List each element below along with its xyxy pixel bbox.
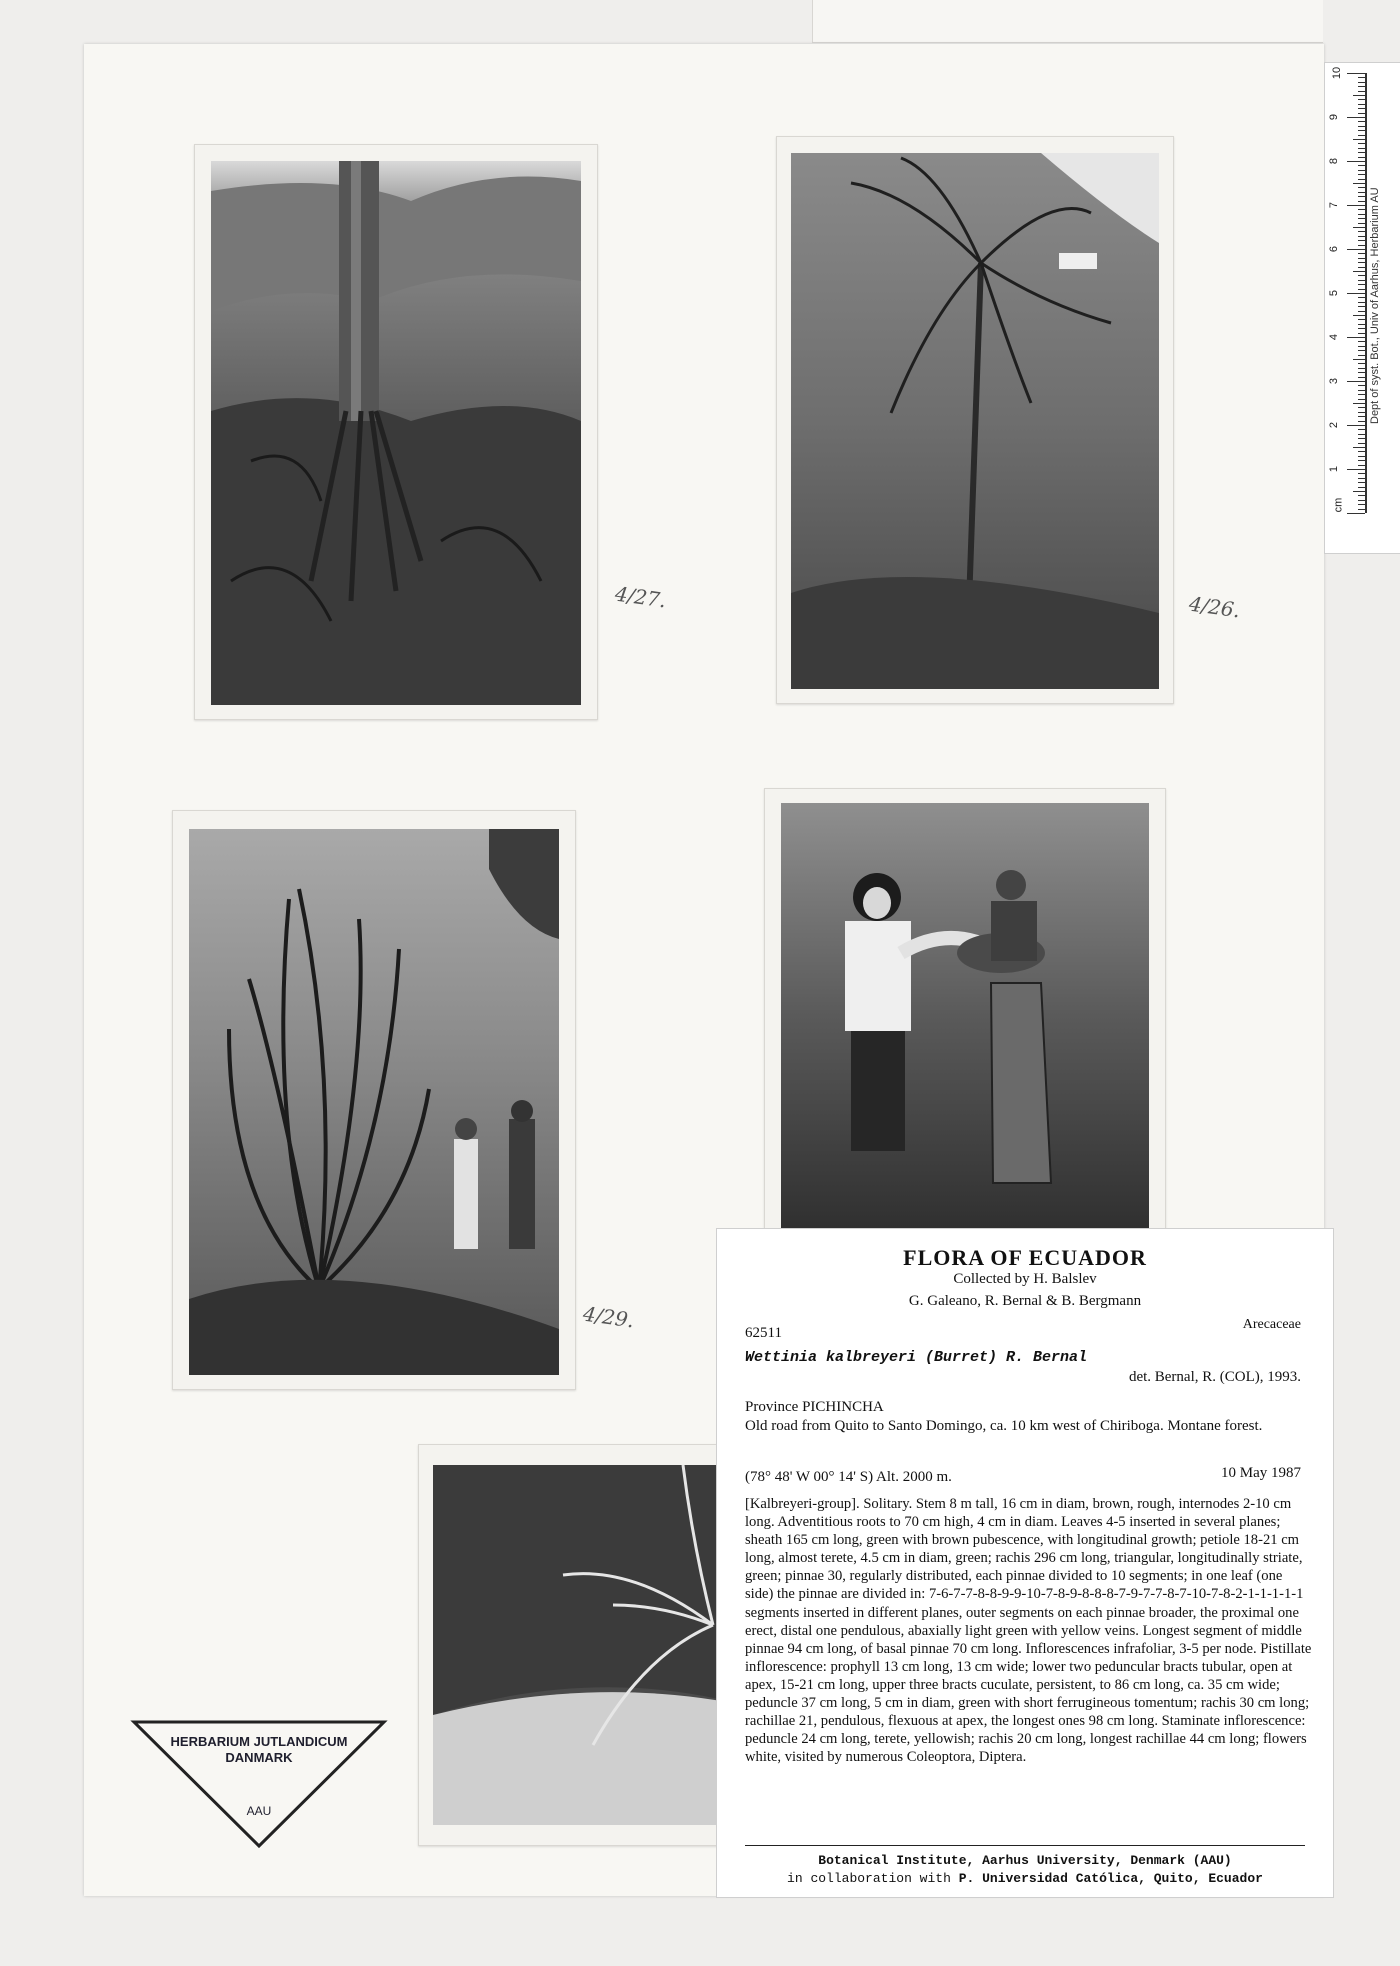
ruler-tick	[1353, 271, 1365, 272]
ruler-tick	[1358, 333, 1365, 334]
label-collectors: G. Galeano, R. Bernal & B. Bergmann	[908, 1293, 1142, 1309]
ruler-tick	[1347, 513, 1365, 514]
ruler-tick	[1358, 434, 1365, 435]
ruler-unit: cm	[1332, 497, 1345, 513]
photo-image	[781, 803, 1149, 1229]
ruler-tick	[1358, 99, 1365, 100]
ruler-tick	[1358, 209, 1365, 210]
label-collected-by: Collected by H. Balslev	[953, 1271, 1097, 1287]
ruler-tick	[1347, 205, 1365, 206]
stamp-line-1: HERBARIUM JUTLANDICUM	[170, 1734, 348, 1749]
ruler-institution-text: Dept of syst. Bot., Univ of Aarhus, Herbarium AU	[1369, 187, 1381, 425]
ruler-tick	[1353, 359, 1365, 360]
ruler-tick	[1358, 113, 1365, 114]
ruler-number: 5	[1328, 289, 1341, 297]
ruler-tick	[1358, 394, 1365, 395]
ruler-tick	[1358, 341, 1365, 342]
ruler-tick	[1358, 192, 1365, 193]
ruler-tick	[1358, 390, 1365, 391]
ruler-tick	[1347, 249, 1365, 250]
label-institute-line-2-prefix: in collaboration with	[787, 1871, 951, 1886]
ruler-tick	[1358, 236, 1365, 237]
stamp-line-3: AAU	[246, 1804, 272, 1818]
specimen-label	[716, 1228, 1334, 1898]
ruler-tick	[1358, 306, 1365, 307]
ruler-tick	[1358, 451, 1365, 452]
photo-young-palm-people	[172, 810, 636, 1390]
ruler-number: 1	[1328, 465, 1341, 473]
ruler-tick	[1358, 355, 1365, 356]
label-institute-line-1: Botanical Institute, Aarhus University, Denmark (AAU)	[818, 1853, 1232, 1868]
ruler-tick	[1358, 302, 1365, 303]
ruler-tick	[1358, 275, 1365, 276]
ruler-tick	[1358, 495, 1365, 496]
ruler-tick	[1358, 473, 1365, 474]
ruler-tick	[1353, 491, 1365, 492]
ruler-tick	[1358, 324, 1365, 325]
ruler-scale	[1328, 66, 1367, 513]
measurement-ruler	[1324, 62, 1400, 554]
ruler-tick	[1353, 183, 1365, 184]
ruler-tick	[1347, 425, 1365, 426]
ruler-tick	[1358, 201, 1365, 202]
label-province: Province PICHINCHA	[745, 1399, 884, 1415]
ruler-tick	[1358, 104, 1365, 105]
photo-image	[433, 1465, 743, 1825]
label-divider	[745, 1845, 1305, 1846]
herbarium-stamp	[130, 1718, 388, 1850]
ruler-tick	[1358, 135, 1365, 136]
ruler-tick	[1353, 95, 1365, 96]
photo-palm-crown	[776, 136, 1242, 704]
ruler-tick	[1358, 429, 1365, 430]
ruler-tick	[1358, 170, 1365, 171]
ruler-tick	[1358, 482, 1365, 483]
ruler-tick	[1347, 337, 1365, 338]
ruler-tick	[1358, 500, 1365, 501]
ruler-tick	[1358, 443, 1365, 444]
ruler-tick	[1358, 478, 1365, 479]
photo-image	[791, 153, 1159, 689]
ruler-tick	[1358, 319, 1365, 320]
ruler-number: 2	[1328, 421, 1341, 429]
photo-annotation: 4/27.	[613, 581, 668, 613]
ruler-tick	[1353, 315, 1365, 316]
ruler-number: 6	[1328, 245, 1341, 253]
ruler-tick	[1358, 231, 1365, 232]
ruler-tick	[1358, 267, 1365, 268]
ruler-tick	[1358, 262, 1365, 263]
ruler-tick	[1347, 293, 1365, 294]
ruler-tick	[1358, 399, 1365, 400]
ruler-tick	[1347, 117, 1365, 118]
ruler-tick	[1353, 139, 1365, 140]
ruler-tick	[1358, 368, 1365, 369]
ruler-number: 7	[1328, 201, 1341, 209]
ruler-tick	[1353, 227, 1365, 228]
label-collection-number: 62511	[745, 1325, 782, 1341]
label-locality: Old road from Quito to Santo Domingo, ca. 10 km west of Chiriboga. Montane forest.	[745, 1418, 1263, 1434]
ruler-tick	[1358, 456, 1365, 457]
stamp-line-2: DANMARK	[225, 1750, 293, 1765]
label-species: Wettinia kalbreyeri (Burret) R. Bernal	[745, 1349, 1088, 1366]
ruler-tick	[1358, 174, 1365, 175]
ruler-tick	[1358, 412, 1365, 413]
ruler-tick	[1358, 187, 1365, 188]
ruler-tick	[1358, 416, 1365, 417]
photo-image-graphic	[211, 161, 581, 705]
photo-palm-leaves-path	[418, 1444, 744, 1846]
ruler-tick	[1358, 372, 1365, 373]
ruler-tick	[1358, 77, 1365, 78]
ruler-tick	[1358, 82, 1365, 83]
ruler-tick	[1347, 73, 1365, 74]
ruler-tick	[1358, 487, 1365, 488]
label-coordinates: (78° 48' W 00° 14' S) Alt. 2000 m.	[745, 1469, 952, 1485]
ruler-tick	[1358, 438, 1365, 439]
ruler-tick	[1358, 91, 1365, 92]
ruler-tick	[1358, 297, 1365, 298]
ruler-tick	[1358, 223, 1365, 224]
label-description: [Kalbreyeri-group]. Solitary. Stem 8 m tall, 16 cm in diam, brown, rough, internodes 2-10 cm long. Adventitious roots to 70 cm high, 4 cm in diam. Leaves 4-5 inserted in several planes; sheath 165 cm long, green with brown pubescence, with longitudinal growth; petiole 18-21 cm long, almost terete, 4.5 cm in diam, green; rachis 296 cm long, triangular, longitudinally striate, green; pinnae 30, regularly distributed, each pinnae divided to 10 segments; in one leaf (one side) the pinnae are divided in: 7-6-7-7-8-8-9-9-10-7-8-9-8-8-8-7-9-7-7-8-7-10-7-8-2-1-1-1-1-1 segments inserted in different planes, outer segments on each pinnae broader, the proximal one erect, distal one pendulous, abaxially light green with yellow veins. Longest segment of middle pinnae 94 cm long, of basal pinnae 70 cm long. Inflorescences infrafoliar, 3-5 per node. Pistillate inflorescence: prophyll 13 cm long, 13 cm wide; lower two peduncular bracts tubular, open at apex, 15-21 cm long, upper three bracts cuculate, persistent, to 86 cm long, ca. 35 cm wide; peduncle 37 cm long, 5 cm in diam, green with short ferrugineous tomentum; rachis 30 cm long; rachillae 21, pendulous, flexuous at apex, the longest ones 98 cm long. Staminate inflorescence: peduncle 24 cm long, terete, yellowish; rachis 20 cm long, longest rachillae 44 cm long; flowers white, visited by numerous Coleoptora, Diptera.	[745, 1496, 1312, 1766]
ruler-tick	[1358, 407, 1365, 408]
ruler-tick	[1358, 152, 1365, 153]
ruler-tick	[1353, 447, 1365, 448]
ruler-tick	[1358, 280, 1365, 281]
ruler-tick	[1358, 148, 1365, 149]
top-paper-strip	[812, 0, 1323, 43]
ruler-tick	[1358, 121, 1365, 122]
ruler-number: 4	[1328, 333, 1341, 341]
ruler-tick	[1358, 258, 1365, 259]
ruler-tick	[1347, 469, 1365, 470]
photo-image-graphic	[781, 803, 1149, 1229]
photo-palm-trunk	[194, 144, 668, 720]
photo-annotation: 4/29.	[581, 1301, 636, 1333]
ruler-tick	[1358, 218, 1365, 219]
ruler-tick	[1358, 350, 1365, 351]
ruler-tick	[1358, 311, 1365, 312]
ruler-tick	[1358, 143, 1365, 144]
ruler-tick	[1358, 130, 1365, 131]
ruler-tick	[1358, 108, 1365, 109]
label-title: FLORA OF ECUADOR	[903, 1245, 1147, 1270]
ruler-number: 8	[1328, 157, 1341, 165]
ruler-tick	[1358, 509, 1365, 510]
label-institute-line-2	[717, 1871, 1333, 1886]
photo-image-graphic	[791, 153, 1159, 689]
ruler-tick	[1347, 161, 1365, 162]
label-determination: det. Bernal, R. (COL), 1993.	[1128, 1369, 1301, 1385]
ruler-tick	[1358, 284, 1365, 285]
ruler-tick	[1358, 157, 1365, 158]
ruler-tick	[1358, 253, 1365, 254]
photo-image-graphic	[433, 1465, 743, 1825]
ruler-tick	[1358, 377, 1365, 378]
ruler-tick	[1358, 86, 1365, 87]
label-institute-line-2-rest: P. Universidad Católica, Quito, Ecuador	[958, 1871, 1263, 1886]
ruler-tick	[1347, 381, 1365, 382]
ruler-tick	[1358, 245, 1365, 246]
ruler-tick	[1358, 460, 1365, 461]
ruler-tick	[1358, 363, 1365, 364]
ruler-tick	[1358, 421, 1365, 422]
ruler-tick	[1358, 465, 1365, 466]
ruler-number: 10	[1331, 66, 1344, 80]
photo-image	[211, 161, 581, 705]
label-family: Arecaceae	[1242, 1317, 1301, 1332]
photo-person-holding-inflorescence	[764, 788, 1166, 1230]
ruler-tick	[1358, 179, 1365, 180]
photo-image-graphic	[189, 829, 559, 1375]
ruler-tick	[1358, 504, 1365, 505]
ruler-tick	[1358, 346, 1365, 347]
ruler-number: 9	[1328, 113, 1341, 121]
label-date: 10 May 1987	[1221, 1465, 1301, 1481]
ruler-tick	[1358, 328, 1365, 329]
ruler-number: 3	[1328, 377, 1341, 385]
ruler-tick	[1358, 240, 1365, 241]
ruler-tick	[1358, 165, 1365, 166]
ruler-tick	[1358, 196, 1365, 197]
ruler-tick	[1358, 214, 1365, 215]
ruler-tick	[1358, 126, 1365, 127]
photo-image	[189, 829, 559, 1375]
ruler-tick	[1353, 403, 1365, 404]
photo-annotation: 4/26.	[1187, 591, 1242, 623]
ruler-tick	[1358, 289, 1365, 290]
ruler-tick	[1358, 385, 1365, 386]
